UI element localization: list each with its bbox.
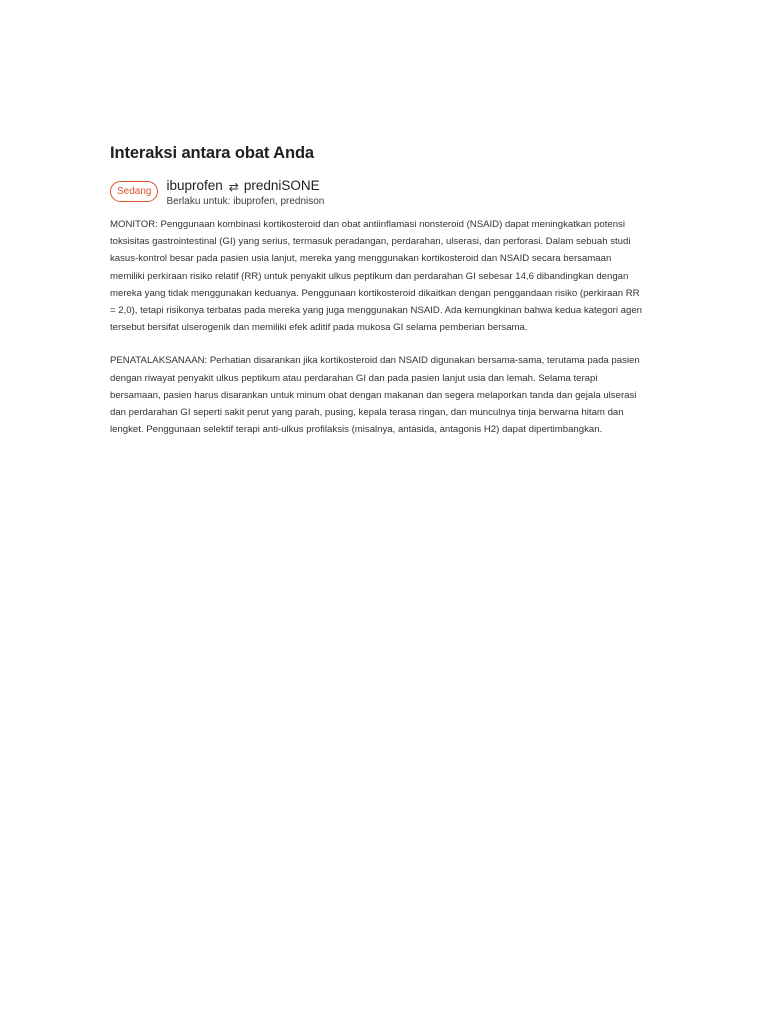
drug-a-name: ibuprofen bbox=[166, 178, 223, 193]
interaction-document bbox=[110, 144, 645, 438]
drug-pair bbox=[166, 177, 324, 195]
applies-to-text: Berlaku untuk: ibuprofen, prednison bbox=[166, 196, 325, 207]
page-title: Interaksi antara obat Anda bbox=[110, 144, 315, 162]
monitor-paragraph: MONITOR: Penggunaan kombinasi kortikosteroid dan obat antiinflamasi nonsteroid (NSAID) dapat meningkatkan potensi toksisitas gastrointestinal (GI) yang serius, termasuk peradangan, perdarahan, ulserasi, dan perforasi. Dalam sebuah studi kasus-kontrol besar pada pasien usia lanjut, mereka yang menggunakan kortikosteroid dan NSAID secara bersamaan memiliki perkiraan risiko relatif (RR) untuk penyakit ulkus peptikum dan perdarahan GI sebesar 14,6 dibandingkan dengan mereka yang tidak menggunakan keduanya. Penggunaan kortikosteroid dikaitkan dengan penggandaan risiko (perkiraan RR = 2,0), tetapi risikonya terbatas pada mereka yang juga menggunakan NSAID. Ada kemungkinan bahwa kedua kategori agen tersebut bersifat ulserogenik dan memiliki efek aditif pada mukosa GI selama pemberian bersama. bbox=[110, 219, 642, 334]
interaction-header bbox=[110, 177, 645, 207]
drug-b-name: predniSONE bbox=[243, 178, 320, 193]
management-paragraph: PENATALAKSANAAN: Perhatian disarankan jika kortikosteroid dan NSAID digunakan bersama-sama, terutama pada pasien dengan riwayat penyakit ulkus peptikum atau perdarahan GI dan pada pasien lanjut usia dan lemah. Selama terapi bersamaan, pasien harus disarankan untuk minum obat dengan makanan dan segera melaporkan tanda dan gejala ulserasi dan perdarahan GI seperti sakit perut yang parah, pusing, kepala terasa ringan, dan munculnya tinja berwarna hitam dan lengket. Penggunaan selektif terapi anti-ulkus profilaksis (misalnya, antasida, antagonis H2) dapat dipertimbangkan. bbox=[110, 355, 640, 436]
severity-badge: Sedang bbox=[110, 181, 158, 202]
swap-arrows-icon: ⇄ bbox=[228, 180, 239, 194]
drug-block bbox=[166, 177, 324, 207]
